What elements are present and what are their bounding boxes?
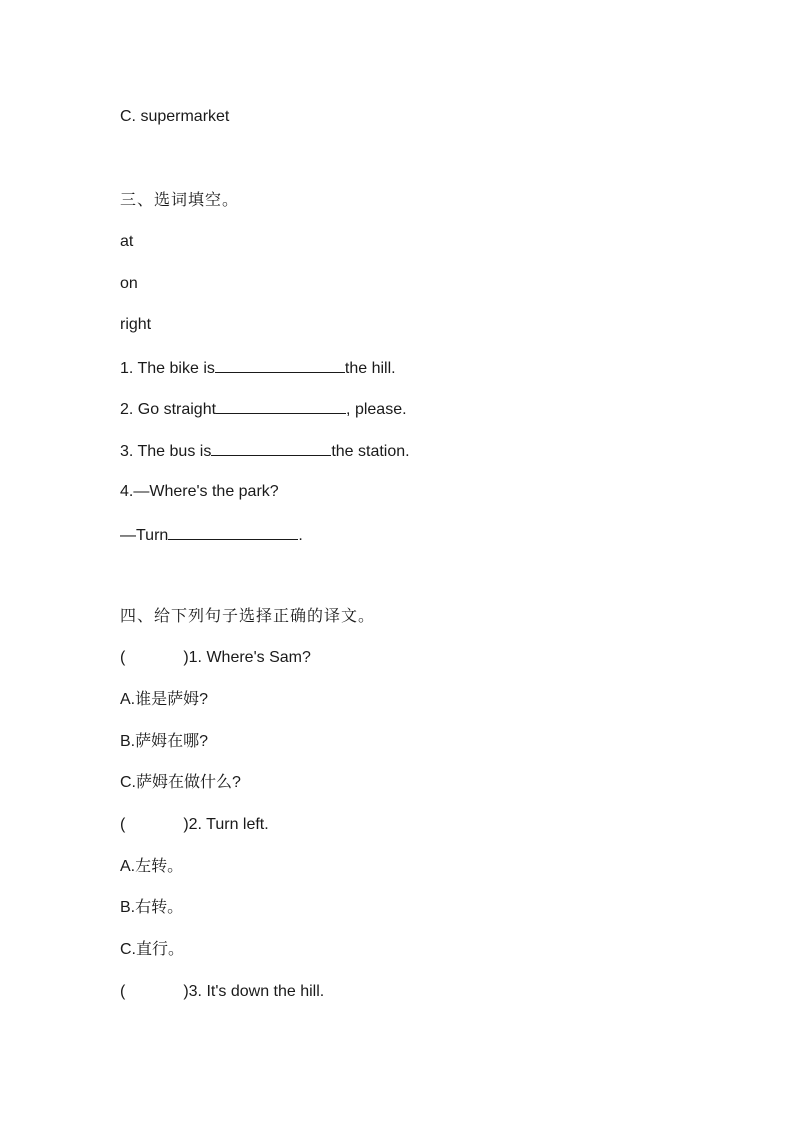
option-c-supermarket: C. supermarket — [120, 108, 230, 125]
question-2 — [120, 815, 269, 835]
fill-item-4-answer — [120, 524, 303, 546]
question-3-paren: ( — [120, 983, 126, 1000]
question-2-stem: )2. Turn left. — [183, 816, 269, 833]
fill-item-3-prefix: 3. The bus is — [120, 443, 212, 460]
fill-item-3 — [120, 440, 410, 462]
question-1 — [120, 648, 311, 668]
section-4-heading: 四、给下列句子选择正确的译文。 — [120, 606, 376, 625]
question-1-option-a: A.谁是萨姆? — [120, 691, 209, 708]
question-3 — [120, 982, 324, 1002]
word-bank-right: right — [120, 316, 152, 333]
question-1-option-b: B.萨姆在哪? — [120, 733, 209, 750]
fill-item-4-suffix: . — [298, 527, 303, 544]
fill-item-1 — [120, 357, 396, 379]
fill-item-2-suffix: , please. — [346, 401, 407, 418]
fill-item-4-prefix: —Turn — [120, 527, 169, 544]
question-1-option-c: C.萨姆在做什么? — [120, 774, 241, 791]
fill-item-1-prefix: 1. The bike is — [120, 360, 215, 377]
answer-blank-4[interactable] — [168, 524, 298, 540]
fill-item-1-suffix: the hill. — [344, 360, 396, 377]
answer-blank-3[interactable] — [211, 440, 331, 456]
section-3-heading: 三、选词填空。 — [120, 190, 240, 209]
word-bank-on: on — [120, 275, 138, 292]
question-2-option-a: A.左转。 — [120, 858, 184, 875]
question-2-option-b: B.右转。 — [120, 899, 184, 916]
fill-item-4-question: 4.—Where's the park? — [120, 483, 279, 500]
fill-item-2 — [120, 398, 407, 420]
fill-item-2-prefix: 2. Go straight — [120, 401, 217, 418]
answer-blank-2[interactable] — [216, 398, 346, 414]
question-3-stem: )3. It's down the hill. — [183, 983, 325, 1000]
question-1-paren: ( — [120, 649, 126, 666]
word-bank-at: at — [120, 233, 134, 250]
question-1-stem: )1. Where's Sam? — [183, 649, 311, 666]
answer-blank-1[interactable] — [215, 357, 345, 373]
question-2-paren: ( — [120, 816, 126, 833]
question-2-option-c: C.直行。 — [120, 941, 185, 958]
fill-item-3-suffix: the station. — [331, 443, 410, 460]
